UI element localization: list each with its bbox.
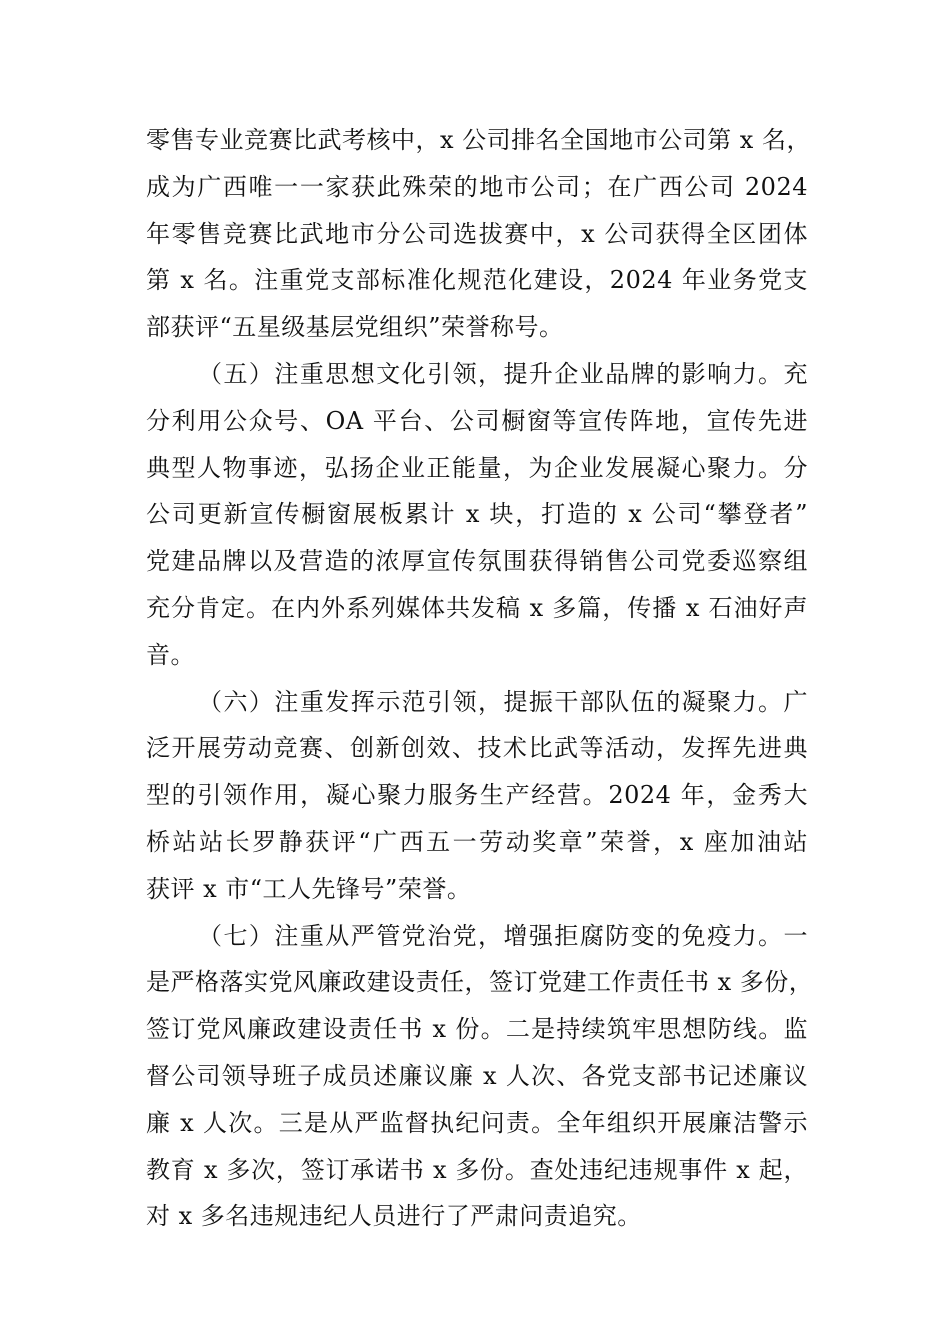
text-line: 部获评“五星级基层党组织”荣誉称号。 <box>146 313 564 342</box>
text-line: 第 x 名。注重党支部标准化规范化建设，2024 年业务党支 <box>146 266 808 295</box>
text-line: 成为广西唯一一家获此殊荣的地市公司；在广西公司 2024 <box>146 172 808 201</box>
text-line: 泛开展劳动竞赛、创新创效、技术比武等活动，发挥先进典 <box>146 734 808 763</box>
text-line: 型的引领作用，凝心聚力服务生产经营。2024 年，金秀大 <box>146 781 808 810</box>
section-heading-line: （七）注重从严管党治党，增强拒腐防变的免疫力。一 <box>198 921 808 950</box>
text-line: 教育 x 多次，签订承诺书 x 多份。查处违纪违规事件 x 起， <box>146 1155 808 1184</box>
text-line: 获评 x 市“工人先锋号”荣誉。 <box>146 874 472 903</box>
section-heading-line: （六）注重发挥示范引领，提振干部队伍的凝聚力。广 <box>198 687 808 716</box>
text-line: 对 x 多名违规违纪人员进行了严肃问责追究。 <box>146 1202 642 1231</box>
text-line: 桥站站长罗静获评“广西五一劳动奖章”荣誉，x 座加油站 <box>146 827 808 856</box>
text-line: 年零售竞赛比武地市分公司选拔赛中，x 公司获得全区团体 <box>146 219 808 248</box>
section-7-paragraph <box>146 913 814 1241</box>
text-line: 分利用公众号、OA 平台、公司橱窗等宣传阵地，宣传先进 <box>146 406 808 435</box>
text-line: 零售专业竞赛比武考核中，x 公司排名全国地市公司第 x 名， <box>146 126 811 154</box>
intro-paragraph <box>146 117 811 351</box>
text-line: 音。 <box>146 640 195 669</box>
text-line: 廉 x 人次。三是从严监督执纪问责。全年组织开展廉洁警示 <box>146 1108 808 1137</box>
section-5-paragraph <box>146 351 808 679</box>
text-line: 典型人物事迹，弘扬企业正能量，为企业发展凝心聚力。分 <box>146 453 808 482</box>
text-line: 签订党风廉政建设责任书 x 份。二是持续筑牢思想防线。监 <box>146 1015 808 1044</box>
text-line: 充分肯定。在内外系列媒体共发稿 x 多篇，传播 x 石油好声 <box>146 593 808 622</box>
text-line: 是严格落实党风廉政建设责任，签订党建工作责任书 x 多份， <box>146 968 814 997</box>
document-body <box>146 117 814 1240</box>
text-line: 党建品牌以及营造的浓厚宣传氛围获得销售公司党委巡察组 <box>146 547 808 576</box>
text-line: 督公司领导班子成员述廉议廉 x 人次、各党支部书记述廉议 <box>146 1061 808 1090</box>
section-6-paragraph <box>146 679 808 913</box>
section-heading-line: （五）注重思想文化引领，提升企业品牌的影响力。充 <box>198 359 808 388</box>
text-line: 公司更新宣传橱窗展板累计 x 块，打造的 x 公司“攀登者” <box>146 500 808 529</box>
